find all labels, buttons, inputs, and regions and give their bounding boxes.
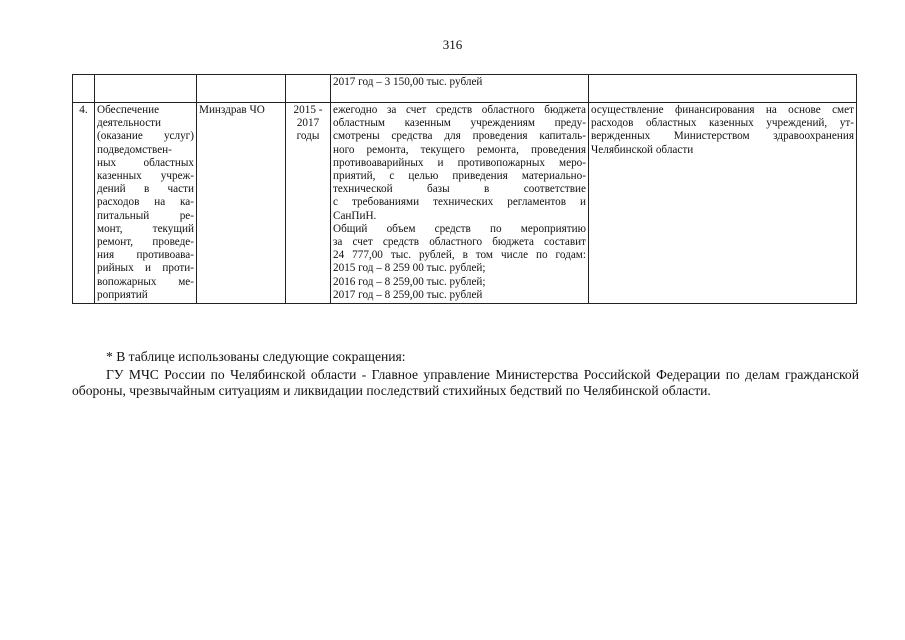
- program-table: [72, 74, 857, 304]
- name-line: подведомствен-: [97, 143, 172, 156]
- footnote-body: ГУ МЧС России по Челябинской области - Главное управление Министерства Российской Федерации по делам гражданской обороны, чрезвычайным ситуациям и ликвидации последствий стихийных бедствий по Челябинской области.: [72, 367, 859, 398]
- table-row: [73, 103, 857, 304]
- term-line: годы: [296, 130, 320, 143]
- executor-cell: Минздрав ЧО: [197, 103, 286, 304]
- desc-cell: 2017 год – 3 150,00 тыс. рублей: [331, 75, 589, 103]
- desc-line: ежегодно за счет средств областного бюджета: [333, 104, 586, 116]
- name-line: дений в части: [97, 183, 194, 196]
- result-cell: [589, 103, 857, 304]
- desc-line: смотрены средства для проведения капиталь-: [333, 130, 586, 143]
- term-line: 2017: [296, 117, 320, 130]
- term-cell: [286, 103, 331, 304]
- desc-line: 24 777,00 тыс. рублей, в том числе по годам:: [333, 249, 586, 262]
- name-line: ных областных: [97, 156, 194, 169]
- desc-line: 2016 год – 8 259,00 тыс. рублей;: [333, 275, 486, 288]
- result-line: вержденных Министерством здравоохранения: [591, 130, 854, 143]
- desc-line: 2017 год – 8 259,00 тыс. рублей: [333, 288, 483, 301]
- result-line: расходов областных казенных учреждений, ут-: [591, 117, 854, 130]
- name-line: вопожарных ме-: [97, 275, 194, 288]
- name-line: ремонт, проведе-: [97, 236, 194, 249]
- name-line: (оказание услуг): [97, 130, 194, 143]
- table-row: [73, 75, 857, 103]
- desc-line: ного ремонта, текущего ремонта, проведения: [333, 143, 586, 156]
- name-line: ния противоава-: [97, 249, 194, 262]
- name-line: Обеспечение: [97, 104, 160, 116]
- desc-line: приятий, с целью приведения материально-: [333, 170, 586, 183]
- result-cell: [589, 75, 857, 103]
- name-line: рийных и проти-: [97, 262, 194, 275]
- name-cell: [95, 75, 197, 103]
- desc-line: технической базы в соответствие: [333, 183, 586, 196]
- page-number: 316: [442, 37, 463, 52]
- desc-line: за счет средств областного бюджета составит: [333, 236, 586, 249]
- num-cell: [73, 75, 95, 103]
- row-number: 4.: [73, 103, 95, 304]
- event-name-cell: [95, 103, 197, 304]
- name-line: роприятий: [97, 288, 148, 301]
- desc-line: с требованиями технических регламентов и: [333, 196, 586, 209]
- desc-line: СанПиН.: [333, 209, 377, 222]
- result-line: Челябинской области: [591, 143, 694, 156]
- name-line: питальный ре-: [97, 209, 194, 222]
- name-line: монт, текущий: [97, 222, 194, 235]
- executor-cell: [197, 75, 286, 103]
- name-line: деятельности: [97, 117, 162, 130]
- term-line: 2015 -: [293, 104, 323, 116]
- desc-line: противоаварийных и противопожарных меро-: [333, 156, 586, 169]
- term-cell: [286, 75, 331, 103]
- description-cell: [331, 103, 589, 304]
- desc-line: областным казенным учреждениям преду-: [333, 117, 586, 130]
- name-line: расходов на ка-: [97, 196, 194, 209]
- result-line: осуществление финансирования на основе смет: [591, 104, 854, 116]
- desc-line: Общий объем средств по мероприятию: [333, 222, 586, 235]
- desc-line: 2015 год – 8 259 00 тыс. рублей;: [333, 262, 486, 275]
- name-line: казенных учреж-: [97, 170, 194, 183]
- footnote-title: * В таблице использованы следующие сокращения:: [106, 349, 406, 364]
